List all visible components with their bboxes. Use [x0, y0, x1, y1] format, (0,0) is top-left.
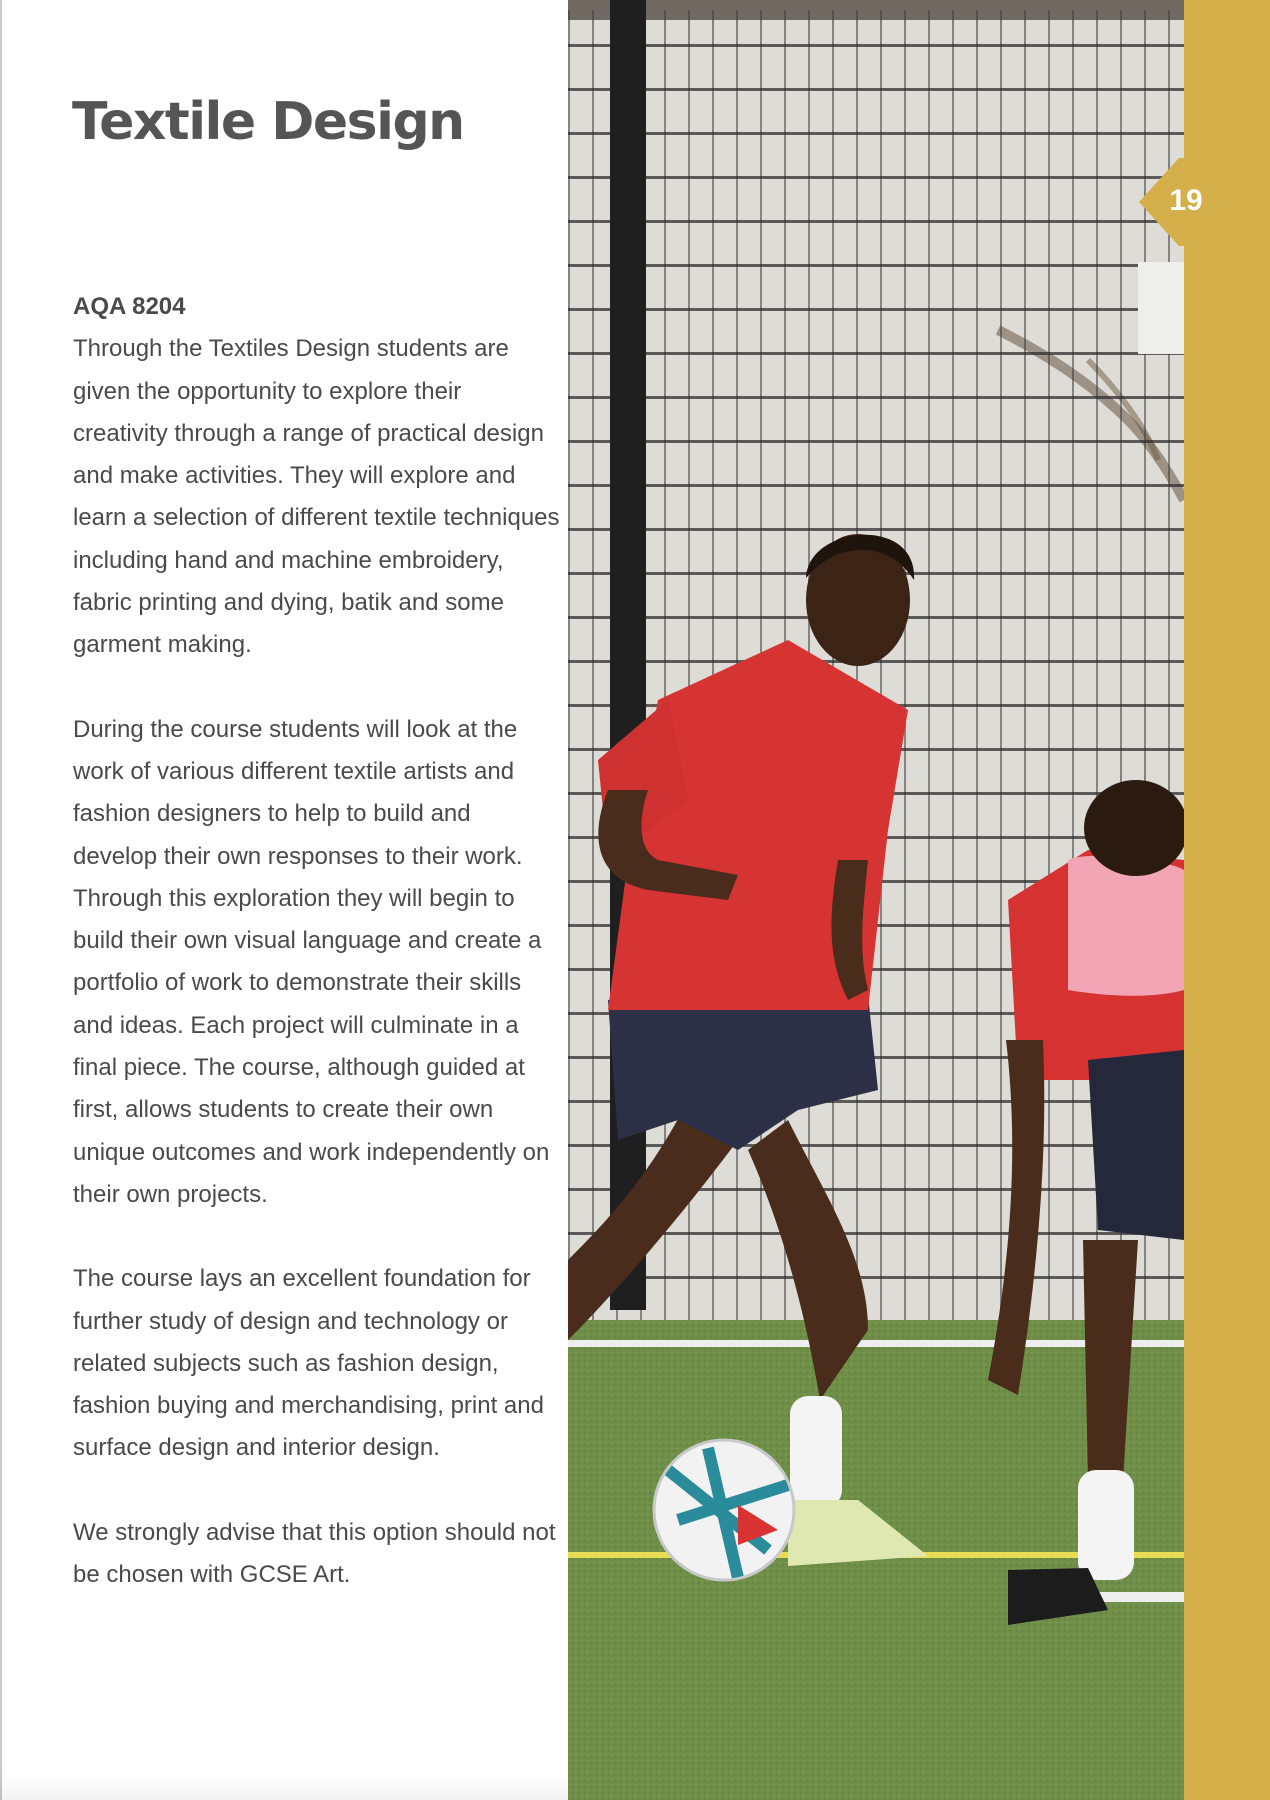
page-bottom-shadow [0, 1774, 568, 1800]
gold-side-band [1184, 0, 1270, 1800]
paragraph-course-detail: During the course students will look at the work of various different textile artists and fashion designers to help to build and develop their own responses to their work. Through this exploration they will begin to build their own visual language and create a portfolio of work to demonstrate their skills and ideas. Each project will culminate in a final piece. The course, although guided at first, allows students to create their own unique outcomes and work independently on their own projects. [73, 715, 550, 1208]
course-description [73, 286, 561, 1638]
paragraph-progression: The course lays an excellent foundation for further study of design and technology or related subjects such as fashion design, fashion buying and merchandising, print and surface design and interior design. [73, 1265, 544, 1462]
page-title: Textile Design [72, 92, 464, 152]
paragraph-advice: We strongly advise that this option should not be chosen with GCSE Art. [73, 1518, 556, 1589]
paragraph-intro: Through the Textiles Design students are given the opportunity to explore their creativity through a range of practical design and make activities. They will explore and learn a selection of different textile techniques including hand and machine embroidery, fabric printing and dying, batik and some garment making. [73, 335, 560, 659]
football-photo [568, 0, 1184, 1800]
course-code: AQA 8204 [73, 293, 186, 320]
page-left-edge [0, 0, 2, 1800]
page-number: 19 [1169, 184, 1203, 217]
